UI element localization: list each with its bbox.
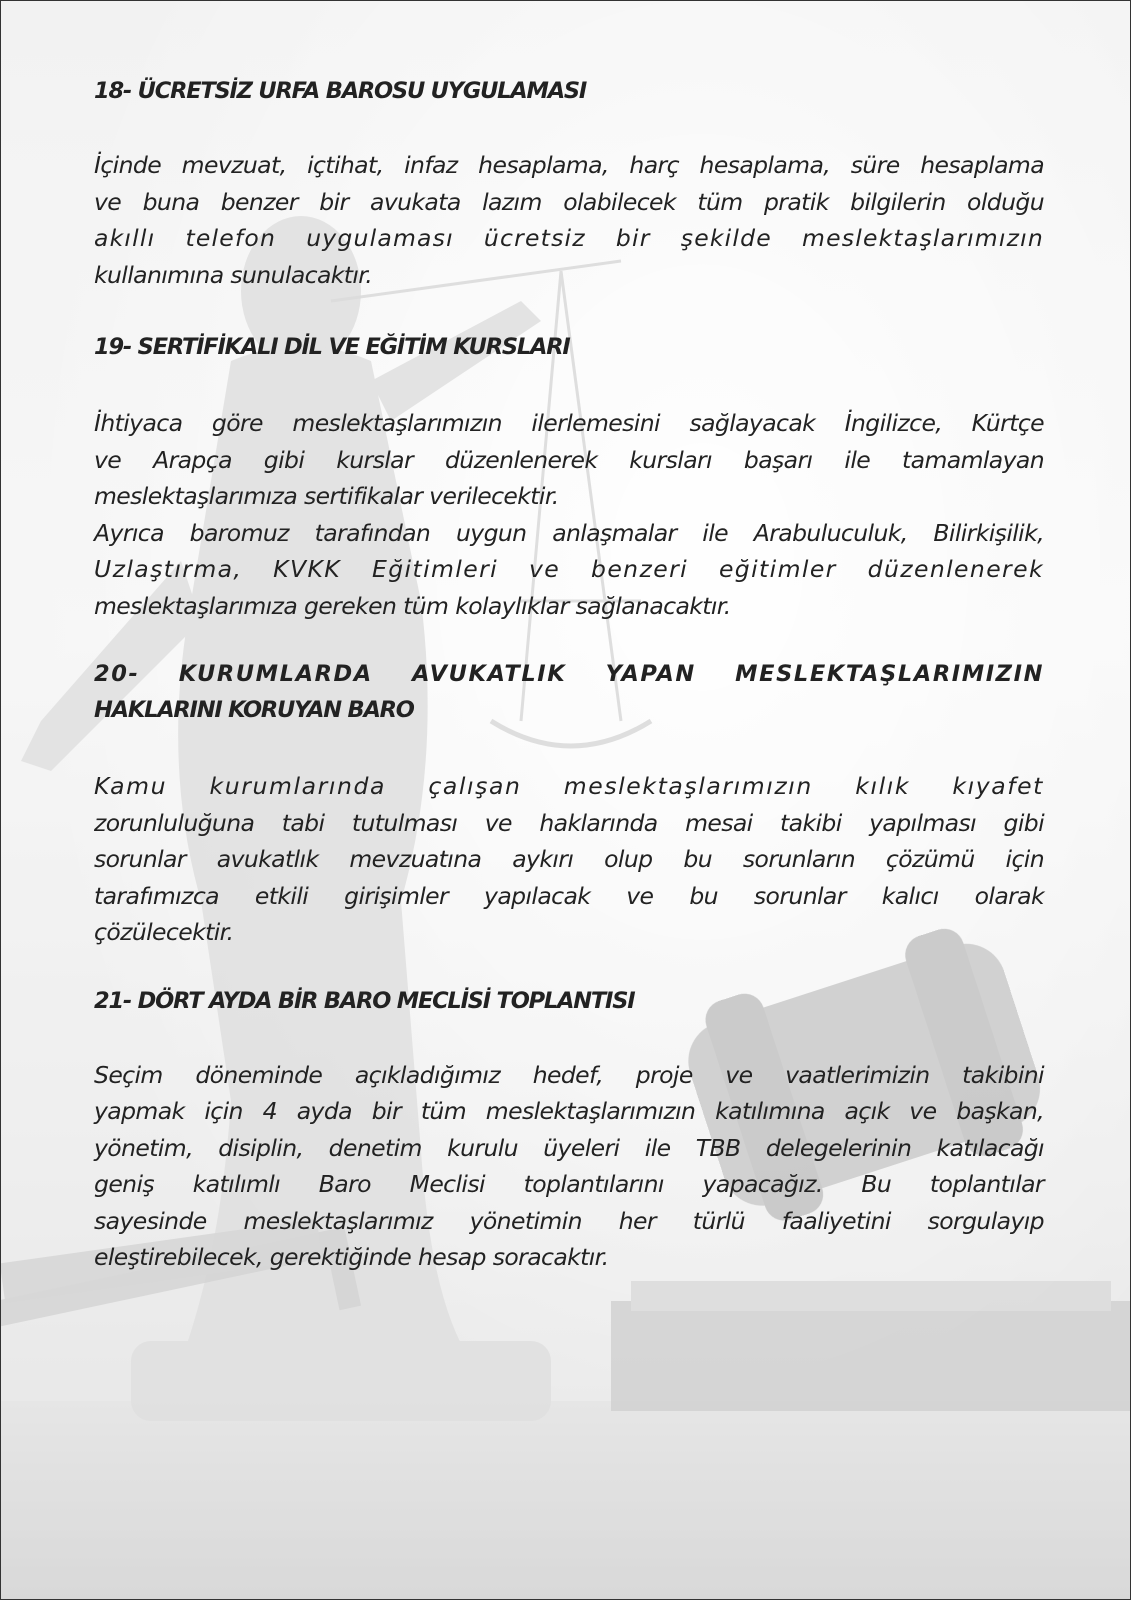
section-18-line: kullanımına sunulacaktır. bbox=[94, 260, 373, 289]
section-20-body bbox=[94, 768, 1044, 951]
section-21-line: yönetim, disiplin, denetim kurulu üyeleri ile TBB delegelerinin katılacağı bbox=[94, 1133, 1044, 1162]
section-19-line: meslektaşlarımıza sertifikalar verilecektir. bbox=[94, 482, 559, 510]
section-20-heading-line: HAKLARINI KORUYAN BARO bbox=[94, 697, 414, 723]
section-21-heading: 21- DÖRT AYDA BİR BARO MECLİSİ TOPLANTISI bbox=[94, 987, 635, 1014]
section-19-line: meslektaşlarımıza gereken tüm kolaylıklar sağlanacaktır. bbox=[94, 591, 731, 620]
section-20-line: Kamu kurumlarında çalışan meslektaşlarımızın kılık kıyafet bbox=[94, 772, 1044, 800]
section-21-body bbox=[94, 1057, 1044, 1276]
section-19-line: Ayrıca baromuz tarafından uygun anlaşmalar ile Arabuluculuk, Bilirkişilik, bbox=[94, 518, 1044, 547]
section-21-line: Seçim döneminde açıkladığımız hedef, proje ve vaatlerimizin takibini bbox=[94, 1060, 1044, 1089]
section-18-line: ve buna benzer bir avukata lazım olabilecek tüm pratik bilgilerin olduğu bbox=[94, 187, 1044, 216]
section-18-body bbox=[94, 147, 1044, 293]
section-20-heading-line: 20- KURUMLARDA AVUKATLIK YAPAN MESLEKTAŞLARIMIZIN bbox=[94, 661, 1044, 687]
section-19-heading: 19- SERTİFİKALI DİL VE EĞİTİM KURSLARI bbox=[94, 334, 570, 360]
section-19-line: İhtiyaca göre meslektaşlarımızın ilerlemesini sağlayacak İngilizce, Kürtçe bbox=[94, 409, 1044, 437]
section-19-body bbox=[94, 405, 1044, 624]
section-21-line: yapmak için 4 ayda bir tüm meslektaşlarımızın katılımına açık ve başkan, bbox=[94, 1097, 1044, 1125]
section-18-heading: 18- ÜCRETSİZ URFA BAROSU UYGULAMASI bbox=[94, 78, 587, 104]
section-19-line: Uzlaştırma, KVKK Eğitimleri ve benzeri eğitimler düzenlenerek bbox=[94, 555, 1044, 583]
section-20-heading bbox=[94, 656, 1044, 728]
section-19-line: ve Arapça gibi kurslar düzenlenerek kursları başarı ile tamamlayan bbox=[94, 445, 1044, 474]
content-column bbox=[94, 61, 1044, 1276]
section-21-line: sayesinde meslektaşlarımız yönetimin her türlü faaliyetini sorgulayıp bbox=[94, 1206, 1044, 1235]
section-18-line: akıllı telefon uygulaması ücretsiz bir şekilde meslektaşlarımızın bbox=[94, 224, 1044, 252]
section-20-line: çözülecektir. bbox=[94, 918, 234, 946]
section-20-line: tarafımızca etkili girişimler yapılacak ve bu sorunlar kalıcı olarak bbox=[94, 881, 1044, 910]
section-20-line: sorunlar avukatlık mevzuatına aykırı olup bu sorunların çözümü için bbox=[94, 845, 1044, 873]
section-20-line: zorunluluğuna tabi tutulması ve haklarında mesai takibi yapılması gibi bbox=[94, 808, 1044, 837]
section-21-line: eleştirebilecek, gerektiğinde hesap soracaktır. bbox=[94, 1243, 609, 1271]
section-21-line: geniş katılımlı Baro Meclisi toplantılarını yapacağız. Bu toplantılar bbox=[94, 1170, 1044, 1198]
section-18-line: İçinde mevzuat, içtihat, infaz hesaplama, harç hesaplama, süre hesaplama bbox=[94, 151, 1044, 179]
